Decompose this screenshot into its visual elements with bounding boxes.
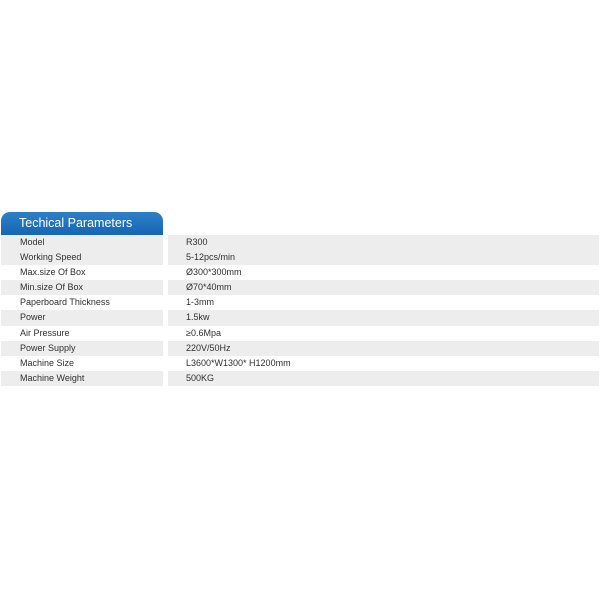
param-label: Working Speed bbox=[1, 250, 163, 265]
table-row bbox=[1, 356, 599, 371]
param-value: Ø70*40mm bbox=[168, 280, 599, 295]
table-row bbox=[1, 371, 599, 386]
table-row bbox=[1, 326, 599, 341]
param-label: Paperboard Thickness bbox=[1, 295, 163, 310]
param-value: 5-12pcs/min bbox=[168, 250, 599, 265]
param-value: Ø300*300mm bbox=[168, 265, 599, 280]
param-value: 1.5kw bbox=[168, 310, 599, 325]
param-label: Model bbox=[1, 235, 163, 250]
param-label: Machine Size bbox=[1, 356, 163, 371]
param-label: Machine Weight bbox=[1, 371, 163, 386]
table-row bbox=[1, 310, 599, 325]
table-row bbox=[1, 250, 599, 265]
param-value: 1-3mm bbox=[168, 295, 599, 310]
param-value: R300 bbox=[168, 235, 599, 250]
param-label: Min.size Of Box bbox=[1, 280, 163, 295]
table-row bbox=[1, 341, 599, 356]
param-value: 220V/50Hz bbox=[168, 341, 599, 356]
param-label: Air Pressure bbox=[1, 326, 163, 341]
param-value: ≥0.6Mpa bbox=[168, 326, 599, 341]
table-row bbox=[1, 295, 599, 310]
technical-parameters-section bbox=[1, 212, 599, 386]
table-row bbox=[1, 235, 599, 250]
param-label: Power bbox=[1, 310, 163, 325]
param-value: 500KG bbox=[168, 371, 599, 386]
table-row bbox=[1, 265, 599, 280]
param-label: Max.size Of Box bbox=[1, 265, 163, 280]
section-title: Techical Parameters bbox=[19, 216, 133, 230]
table-row bbox=[1, 280, 599, 295]
parameters-table bbox=[1, 235, 599, 386]
param-value: L3600*W1300* H1200mm bbox=[168, 356, 599, 371]
param-label: Power Supply bbox=[1, 341, 163, 356]
section-title-tab bbox=[1, 212, 163, 234]
